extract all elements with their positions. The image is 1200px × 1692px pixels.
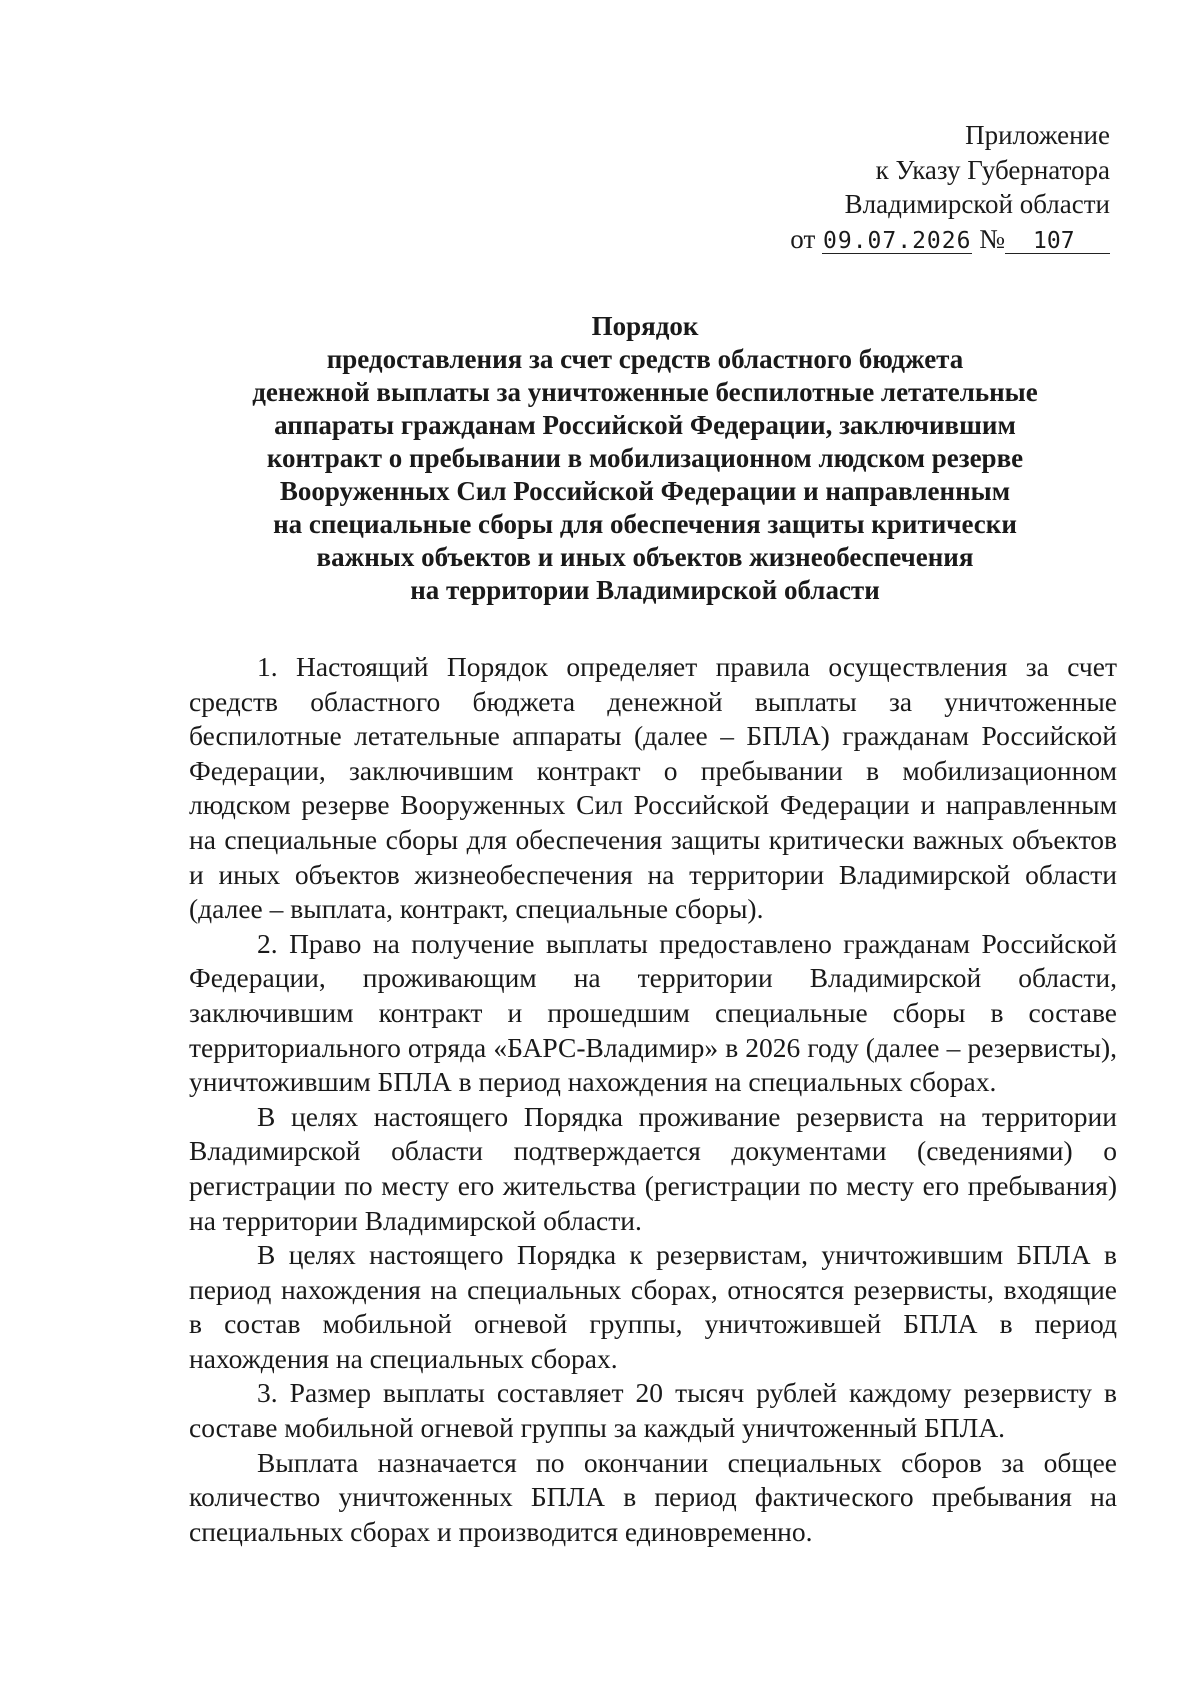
- heading-line: предоставления за счет средств областного бюджета: [326, 344, 964, 374]
- heading-line: контракт о пребывании в мобилизационном людском резерве: [266, 443, 1024, 473]
- annex-date-line: [790, 222, 1110, 257]
- decree-date: 09.07.2026: [823, 227, 972, 254]
- paragraph-3: 3. Размер выплаты составляет 20 тысяч рублей каждому резервисту в составе мобильной огневой группы за каждый уничтоженный БПЛА.: [189, 1377, 1117, 1444]
- paragraph-3-payment: Выплата назначается по окончании специальных сборов за общее количество уничтоженных БПЛА в период фактического пребывания на специальных сборах и производится единовременно.: [189, 1446, 1117, 1547]
- decree-number: 107: [1033, 227, 1075, 254]
- paragraph-1: 1. Настоящий Порядок определяет правила осуществления за счет средств областного бюджета денежной выплаты за уничтоженные беспилотные летательные аппараты (далее – БПЛА) гражданам Российской Федерации, заключившим контракт о пребывании в мобилизационном людском резерве Вооруженных Сил Российской Федерации и направленным на специальные сборы для обеспечения защиты критически важных объектов и иных объектов жизнеобеспечения на территории Владимирской области (далее – выплата, контракт, специальные сборы).: [189, 651, 1117, 925]
- heading-line: важных объектов и иных объектов жизнеобеспечения: [316, 542, 974, 572]
- annex-region: Владимирской области: [844, 189, 1110, 219]
- heading-line: аппараты гражданам Российской Федерации, заключившим: [274, 410, 1016, 440]
- heading-line: денежной выплаты за уничтоженные беспилотные летательные: [252, 377, 1038, 407]
- annex-decree-ref: к Указу Губернатора: [875, 154, 1110, 185]
- decree-number-field: [1005, 227, 1110, 254]
- annex-header: [790, 118, 1110, 256]
- heading-line: Вооруженных Сил Российской Федерации и направленным: [279, 476, 1011, 506]
- paragraph-2-reservists: В целях настоящего Порядка к резервистам, уничтожившим БПЛА в период нахождения на специальных сборах, относятся резервисты, входящие в состав мобильной огневой группы, уничтожившей БПЛА в период нахождения на специальных сборах.: [189, 1239, 1117, 1374]
- document-body: [189, 650, 1117, 1549]
- from-label: от: [790, 223, 816, 254]
- annex-title: Приложение: [965, 120, 1110, 150]
- number-label: №: [979, 223, 1005, 254]
- document-heading: [180, 310, 1110, 607]
- heading-line: на специальные сборы для обеспечения защиты критически: [273, 509, 1017, 539]
- paragraph-2: 2. Право на получение выплаты предоставлено гражданам Российской Федерации, проживающим на территории Владимирской области, заключившим контракт и прошедшим специальные сборы в составе территориального отряда «БАРС-Владимир» в 2026 году (далее – резервисты), уничтожившим БПЛА в период нахождения на специальных сборах.: [189, 927, 1117, 1098]
- paragraph-2-residence: В целях настоящего Порядка проживание резервиста на территории Владимирской области подтверждается документами (сведениями) о регистрации по месту его жительства (регистрации по месту его пребывания) на территории Владимирской области.: [189, 1100, 1117, 1236]
- heading-line: на территории Владимирской области: [410, 575, 880, 605]
- heading-title: Порядок: [591, 311, 699, 341]
